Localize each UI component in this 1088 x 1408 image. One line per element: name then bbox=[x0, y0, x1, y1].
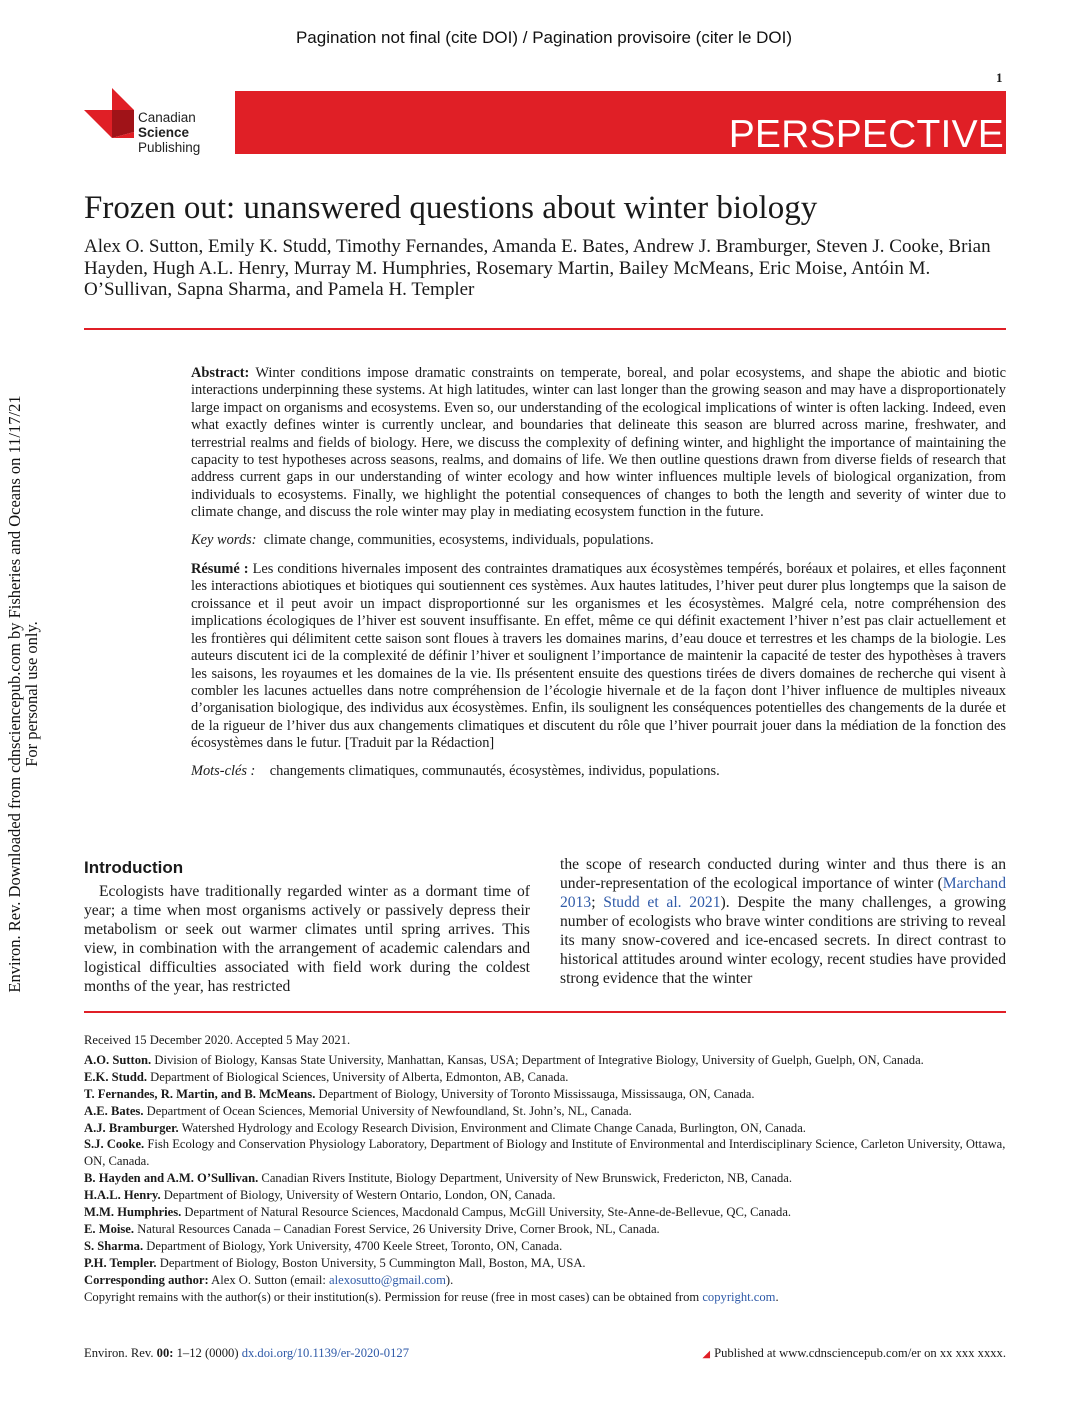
corresponding-author bbox=[84, 1272, 1006, 1289]
volume: 00: bbox=[156, 1346, 174, 1360]
affiliation-text: Department of Biology, Boston University, 5 Cummington Mall, Boston, MA, USA. bbox=[159, 1255, 586, 1270]
affiliation-author: E. Moise. bbox=[84, 1221, 135, 1236]
logo-line-1: Canadian bbox=[138, 110, 196, 125]
section-label: PERSPECTIVE bbox=[728, 113, 1004, 156]
affiliation-author: A.O. Sutton. bbox=[84, 1052, 152, 1067]
copyright-text: Copyright remains with the author(s) or their institution(s). Permission for reuse (free in most cases) can be obtained from bbox=[84, 1289, 703, 1304]
affiliation-item bbox=[84, 1069, 1006, 1086]
keywords-text: climate change, communities, ecosystems, individuals, populations. bbox=[263, 531, 654, 548]
affiliation-item bbox=[84, 1187, 1006, 1204]
affiliation-text: Department of Biology, York University, 4700 Keele Street, Toronto, ON, Canada. bbox=[146, 1238, 563, 1253]
affiliation-item bbox=[84, 1170, 1006, 1187]
affiliation-text: Department of Biological Sciences, University of Alberta, Edmonton, AB, Canada. bbox=[150, 1069, 569, 1084]
published-text: Published at www.cdnsciencepub.com/er on xx xxx xxxx. bbox=[714, 1346, 1006, 1360]
keywords-line bbox=[191, 532, 1006, 549]
affiliation-text: Department of Natural Resource Sciences, Macdonald Campus, McGill University, Ste-Anne-de-Bellevue, QC, Canada. bbox=[184, 1205, 792, 1220]
received-dates: Received 15 December 2020. Accepted 5 May 2021. bbox=[84, 1033, 351, 1047]
affiliation-text: Department of Biology, University of Western Ontario, London, ON, Canada. bbox=[163, 1188, 556, 1203]
header-divider bbox=[84, 328, 1006, 330]
affiliation-text: Division of Biology, Kansas State University, Manhattan, Kansas, USA; Department of Integrative Biology, University of Guelph, Guelph, ON, Canada. bbox=[154, 1052, 924, 1067]
footnotes bbox=[84, 1032, 1006, 1306]
mots-cles-label: Mots-clés : bbox=[191, 762, 256, 779]
affiliation-item bbox=[84, 1238, 1006, 1255]
email-link[interactable]: alexosutto@gmail.com bbox=[329, 1272, 446, 1287]
copyright-note bbox=[84, 1289, 1006, 1306]
copyright-link[interactable]: copyright.com bbox=[702, 1289, 776, 1304]
affiliation-author: P.H. Templer. bbox=[84, 1255, 157, 1270]
corresponding-end: ). bbox=[445, 1272, 454, 1287]
page-number: 1 bbox=[996, 70, 1003, 85]
keywords-label: Key words: bbox=[191, 531, 257, 548]
citation-link-studd[interactable]: Studd et al. 2021 bbox=[603, 894, 721, 911]
abstract-label: Abstract: bbox=[191, 365, 250, 381]
copyright-end: . bbox=[775, 1289, 779, 1304]
resume-paragraph bbox=[191, 561, 1006, 752]
affiliation-author: H.A.L. Henry. bbox=[84, 1188, 161, 1203]
download-watermark-line-1: Environ. Rev. Downloaded from cdnsciencepub.com by Fisheries and Oceans on 11/17/21 bbox=[5, 395, 24, 993]
published-note bbox=[686, 1346, 1006, 1361]
publisher-logo-text bbox=[138, 110, 200, 155]
download-watermark bbox=[6, 364, 40, 1024]
arrow-marker-icon: ◢ bbox=[702, 1349, 711, 1360]
mots-cles-line bbox=[191, 763, 1006, 780]
affiliation-item bbox=[84, 1136, 1006, 1170]
affiliation-text: Department of Ocean Sciences, Memorial University of Newfoundland, St. John’s, NL, Canada. bbox=[146, 1103, 632, 1118]
affiliation-author: E.K. Studd. bbox=[84, 1069, 147, 1084]
corresponding-label: Corresponding author: bbox=[84, 1272, 209, 1287]
affiliation-author: S. Sharma. bbox=[84, 1238, 144, 1253]
mots-cles-text: changements climatiques, communautés, écosystèmes, individus, populations. bbox=[269, 762, 720, 779]
abstract-block bbox=[191, 365, 1006, 780]
affiliation-item bbox=[84, 1120, 1006, 1137]
affiliation-list bbox=[84, 1052, 1006, 1272]
article-title: Frozen out: unanswered questions about winter biology bbox=[84, 190, 818, 226]
affiliation-text: Department of Biology, University of Toronto Mississauga, Mississauga, ON, Canada. bbox=[318, 1086, 755, 1101]
resume-label: Résumé : bbox=[191, 561, 249, 578]
affiliation-author: A.E. Bates. bbox=[84, 1103, 144, 1118]
resume-text: Les conditions hivernales imposent des contraintes dramatiques aux écosystèmes tempérés, boréaux et polaires, et elles façonnent les interactions abiotiques et biotiques qui soutiennent ces systèmes. Aux hautes latitudes, l’hiver peut durer plus longtemps que la saison de croissance et il peut avoir un impact disproportionné sur les organismes et les écosystèmes. Malgré cela, notre compréhension des implications écologiques de l’hiver est souvent insuffisante. En effet, même ce qui définit exactement l’hiver n’est pas clair actuellement et les frontières qui délimitent cette saison sont floues à travers les domaines marins, d’eau douce et terrestres et les champs de la biologie. Les auteurs discutent ici de la complexité de définir l’hiver et soulignent l’importance de maintenir la capacité de tester des hypothèses à travers les saisons, les royaumes et les domaines de la vie. Ils présentent ensuite des questions tirées de divers domaines de recherche qui visent à combler les lacunes actuelles dans notre compréhension de l’écologie hivernale et de la façon dont l’hiver influence de multiples niveaux d’organisation biologique, des individus aux écosystèmes. Enfin, ils soulignent les conséquences potentielles des changements de la durée et de la rigueur de l’hiver dus aux changements climatiques et discutent du rôle que l’hiver pourrait jouer dans la médiation de la fonction des écosystèmes dans le futur. [Traduit par la Rédaction] bbox=[191, 561, 1006, 752]
affiliation-author: T. Fernandes, R. Martin, and B. McMeans. bbox=[84, 1086, 316, 1101]
affiliation-item bbox=[84, 1204, 1006, 1221]
affiliation-author: M.M. Humphries. bbox=[84, 1205, 182, 1220]
footnote-divider bbox=[84, 1011, 1006, 1013]
corresponding-text: Alex O. Sutton (email: bbox=[211, 1272, 330, 1287]
affiliation-text: Natural Resources Canada – Canadian Forest Service, 26 University Drive, Corner Brook, NL, Canada. bbox=[137, 1221, 660, 1236]
introduction-left-column: Ecologists have traditionally regarded winter as a dormant time of year; a time when most organisms actively or passively depress their metabolism or seek out warmer climates until spring arrives. This view, in combination with the arrangement of academic calendars and logistical difficulties associated with field work during the coldest months of the year, has restricted bbox=[84, 883, 530, 995]
download-watermark-line-2: For personal use only. bbox=[22, 621, 41, 767]
author-list: Alex O. Sutton, Emily K. Studd, Timothy Fernandes, Amanda E. Bates, Andrew J. Bramburger, Steven J. Cooke, Brian Hayden, Hugh A.L. Henry, Murray M. Humphries, Rosemary Martin, Bailey McMeans, Eric Moise, Antóin M. O’Sullivan, Sapna Sharma, and Pamela H. Templer bbox=[84, 236, 991, 300]
introduction-right-column bbox=[560, 855, 1006, 988]
affiliation-author: S.J. Cooke. bbox=[84, 1137, 145, 1152]
citation-link-marchand[interactable]: Marchand 2013 bbox=[560, 875, 1006, 911]
logo-line-2: Science bbox=[138, 125, 190, 140]
affiliation-text: Canadian Rivers Institute, Biology Department, University of New Brunswick, Fredericton, NB, Canada. bbox=[261, 1171, 793, 1186]
abstract-paragraph bbox=[191, 365, 1006, 522]
citation-separator: ; bbox=[591, 894, 604, 911]
affiliation-item bbox=[84, 1086, 1006, 1103]
affiliation-item bbox=[84, 1103, 1006, 1120]
doi-link[interactable]: dx.doi.org/10.1139/er-2020-0127 bbox=[241, 1346, 409, 1360]
intro-right-text-2: ). Despite the many challenges, a growing number of ecologists who brave winter conditions are striving to reveal its many snow-covered and ice-encased secrets. In direct contrast to historical attitudes around winter ecology, recent studies have provided strong evidence that the winter bbox=[560, 894, 1006, 987]
affiliation-item bbox=[84, 1255, 1006, 1272]
logo-line-3: Publishing bbox=[138, 140, 201, 155]
abstract-text: Winter conditions impose dramatic constraints on temperate, boreal, and polar ecosystems, and shape the abiotic and biotic interactions underpinning these systems. At high latitudes, winter can last longer than the growing season and may have a disproportionately large impact on organisms and ecosystems. Even so, our understanding of the ecological implications of winter is often lacking. Indeed, even what exactly defines winter is currently unclear, and boundaries that delineate this season are blurred across marine, freshwater, and terrestrial realms and fields of biology. Here, we discuss the complexity of defining winter, and highlight the importance of maintaining the capacity to test hypotheses across seasons, realms, and domains of life. We then outline questions drawn from diverse fields of research that address current gaps in our understanding of winter ecology and how winter influences multiple levels of biological organization, from individuals to ecosystems. Finally, we highlight the potential consequences of changes to both the length and severity of winter due to climate change, and discuss the role winter may play in mediating ecosystem function in the future. bbox=[191, 365, 1006, 521]
pages: 1–12 (0000) bbox=[176, 1346, 239, 1360]
affiliation-text: Fish Ecology and Conservation Physiology Laboratory, Department of Biology and Institute of Environmental and Interdisciplinary Science, Carleton University, Ottawa, ON, Canada. bbox=[84, 1137, 1006, 1169]
journal-name: Environ. Rev. bbox=[84, 1346, 154, 1360]
introduction-heading: Introduction bbox=[84, 858, 184, 877]
affiliation-item bbox=[84, 1052, 1006, 1069]
pagination-note: Pagination not final (cite DOI) / Pagination provisoire (citer le DOI) bbox=[295, 28, 793, 47]
intro-right-text-1: the scope of research conducted during winter and thus there is an under-representation of the ecological importance of winter ( bbox=[560, 856, 1006, 892]
citation-footer bbox=[84, 1346, 409, 1361]
affiliation-author: A.J. Bramburger. bbox=[84, 1120, 179, 1135]
affiliation-author: B. Hayden and A.M. O’Sullivan. bbox=[84, 1171, 259, 1186]
affiliation-item bbox=[84, 1221, 1006, 1238]
affiliation-text: Watershed Hydrology and Ecology Research Division, Environment and Climate Change Canada, Burlington, ON, Canada. bbox=[181, 1120, 806, 1135]
